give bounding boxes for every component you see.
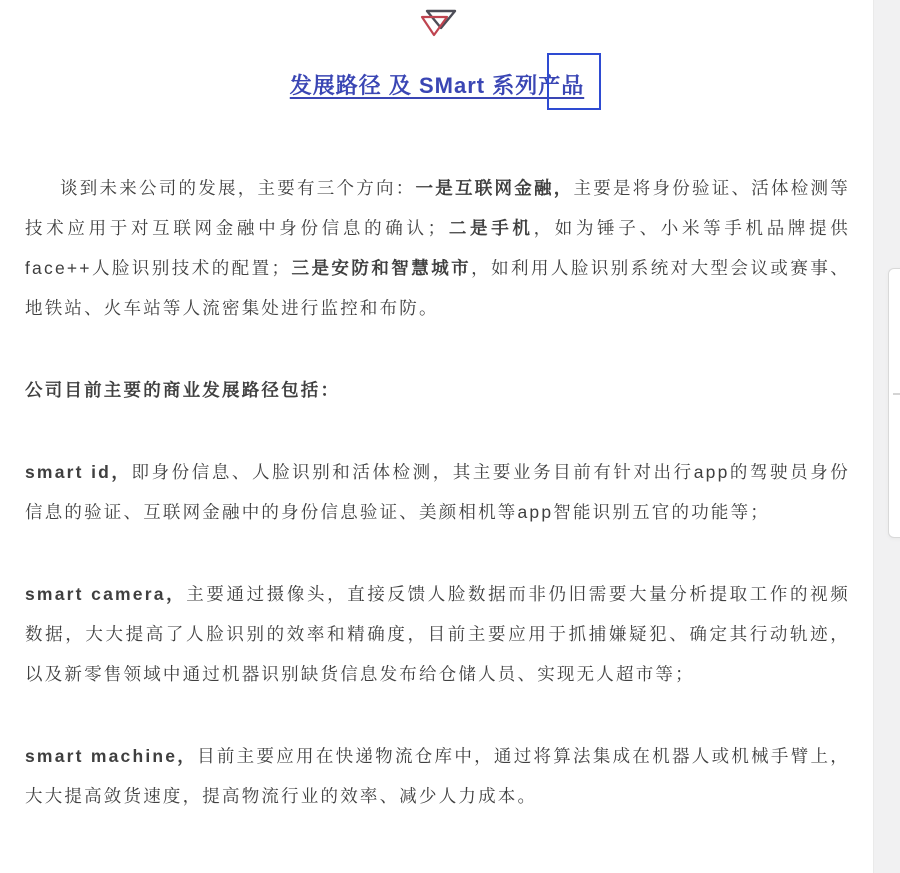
text-run: 即身份信息、人脸识别和活体检测，其主要业务目前有针对出行app的驾驶员身份信息的验证、互联网金融中的身份信息验证、美颜相机等app智能识别五官的功能等； — [25, 462, 850, 522]
paragraph — [25, 452, 850, 532]
collapsed-side-panel[interactable] — [888, 268, 900, 538]
text-selection-box — [547, 53, 601, 110]
paragraph — [25, 736, 850, 816]
article-body — [0, 168, 874, 816]
bold-text-run: 一是互联网金融， — [415, 178, 574, 198]
section-heading — [25, 370, 850, 410]
text-run: 主要是将身份验证、活体检测等技术应用于对互联网金融中身份信息的确认； — [25, 178, 850, 238]
bold-text-run: smart id， — [25, 462, 132, 482]
text-run: 谈到未来公司的发展，主要有三个方向： — [60, 178, 416, 198]
article-title-link[interactable]: 发展路径 及 SMart 系列产品 — [289, 73, 585, 98]
title-row — [0, 70, 874, 102]
text-run: ，如为锤子、小米等手机品牌提供face++人脸识别技术的配置； — [25, 218, 850, 278]
dash-icon — [893, 393, 900, 395]
text-run: 主要通过摄像头，直接反馈人脸数据而非仍旧需要大量分析提取工作的视频数据，大大提高了人脸识别的效率和精确度，目前主要应用于抓捕嫌疑犯、确定其行动轨迹，以及新零售领域中通过机器识别缺货信息发布给仓储人员、实现无人超市等； — [25, 584, 850, 684]
overlapping-inverted-triangles-icon — [416, 8, 458, 40]
bold-text-run: smart camera， — [25, 584, 187, 604]
logo-row — [0, 0, 874, 40]
text-run: 目前主要应用在快递物流仓库中，通过将算法集成在机器人或机械手臂上，大大提高敛货速度，提高物流行业的效率、减少人力成本。 — [25, 746, 850, 806]
bold-text-run: smart machine， — [25, 746, 198, 766]
bold-text-run: 二是手机 — [447, 218, 534, 238]
text-run: ，如利用人脸识别系统对大型会议或赛事、地铁站、火车站等人流密集处进行监控和布防。 — [25, 258, 850, 318]
paragraph — [25, 574, 850, 694]
bold-text-run: 三是安防和智慧城市 — [291, 258, 472, 278]
paragraph — [25, 168, 850, 328]
bold-text-run: 公司目前主要的商业发展路径包括： — [25, 380, 341, 400]
